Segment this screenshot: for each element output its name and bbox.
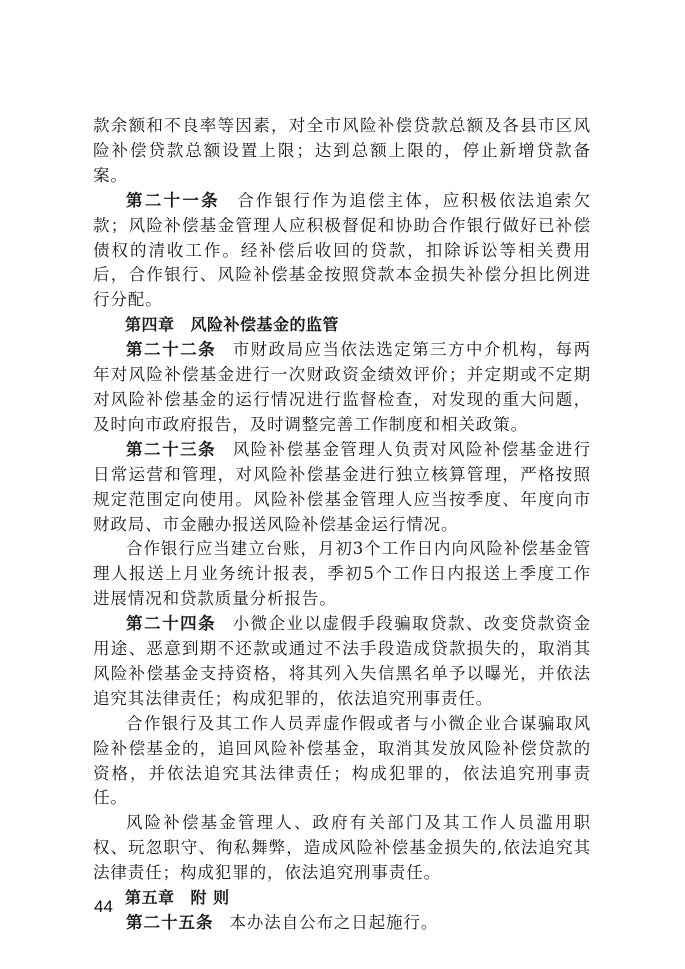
article-text: 本办法自公布之日起施行。 <box>229 913 439 932</box>
article-text: 小微企业以虚假手段骗取贷款、改变贷款资金用途、恶意到期不还款或通过不法手段造成贷款损失的，取消其风险补偿基金支持资格，将其列入失信黑名单予以曝光，并依法追究其法律责任；构成犯罪的，依法追究刑事责任。 <box>93 614 592 708</box>
paragraph <box>93 114 591 189</box>
paragraph-text: 合作银行应当建立台账，月初3个工作日内向风险补偿基金管理人报送上月业务统计报表，季初5个工作日内报送上季度工作进展情况和贷款质量分析报告。 <box>93 539 591 609</box>
article-24 <box>93 612 591 712</box>
page-number: 44 <box>94 897 113 916</box>
article-22 <box>93 338 591 438</box>
article-25 <box>93 911 591 936</box>
article-text: 风险补偿基金管理人负责对风险补偿基金进行日常运营和管理，对风险补偿基金进行独立核算管理，严格按照规定范围定向使用。风险补偿基金管理人应当按季度、年度向市财政局、市金融办报送风险补偿基金运行情况。 <box>93 439 592 534</box>
article-label: 第二十四条 <box>126 614 217 634</box>
paragraph-text: 合作银行及其工作人员弄虚作假或者与小微企业合谋骗取风险补偿基金的，追回风险补偿基金，取消其发放风险补偿贷款的资格，并依法追究其法律责任；构成犯罪的，依法追究刑事责任。 <box>93 713 591 808</box>
document-body <box>93 114 591 936</box>
chapter-label: 第四章 <box>125 315 175 335</box>
paragraph <box>93 537 591 612</box>
article-text: 合作银行作为追偿主体，应积极依法追索欠款；风险补偿基金管理人应积极督促和协助合作银行做好已补偿债权的清收工作。经补偿后收回的贷款，扣除诉讼等相关费用后，合作银行、风险补偿基金按照贷款本金损失补偿分担比例进行分配。 <box>93 190 591 310</box>
article-23 <box>93 438 591 538</box>
paragraph-text: 款余额和不良率等因素，对全市风险补偿贷款总额及各县市区风险补偿贷款总额设置上限；达到总额上限的，停止新增贷款备案。 <box>93 116 591 185</box>
paragraph-text: 风险补偿基金管理人、政府有关部门及其工作人员滥用职权、玩忽职守、徇私舞弊，造成风险补偿基金损失的,依法追究其法律责任；构成犯罪的，依法追究刑事责任。 <box>93 813 591 883</box>
chapter-title: 附 则 <box>190 888 230 908</box>
article-label: 第二十一条 <box>126 190 220 210</box>
paragraph <box>93 811 591 886</box>
chapter-heading <box>93 886 591 911</box>
article-label: 第二十三条 <box>126 439 217 459</box>
chapter-heading <box>93 313 591 338</box>
article-text: 市财政局应当依法选定第三方中介机构，每两年对风险补偿基金进行一次财政资金绩效评价；并定期或不定期对风险补偿基金的运行情况进行监督检查，对发现的重大问题，及时向市政府报告，及时调整完善工作制度和相关政策。 <box>93 340 592 434</box>
article-label: 第二十五条 <box>126 913 214 932</box>
chapter-title: 风险补偿基金的监管 <box>190 315 340 335</box>
article-label: 第二十二条 <box>126 340 217 360</box>
chapter-label: 第五章 <box>125 888 175 908</box>
paragraph <box>93 712 591 812</box>
article-21 <box>93 189 591 314</box>
